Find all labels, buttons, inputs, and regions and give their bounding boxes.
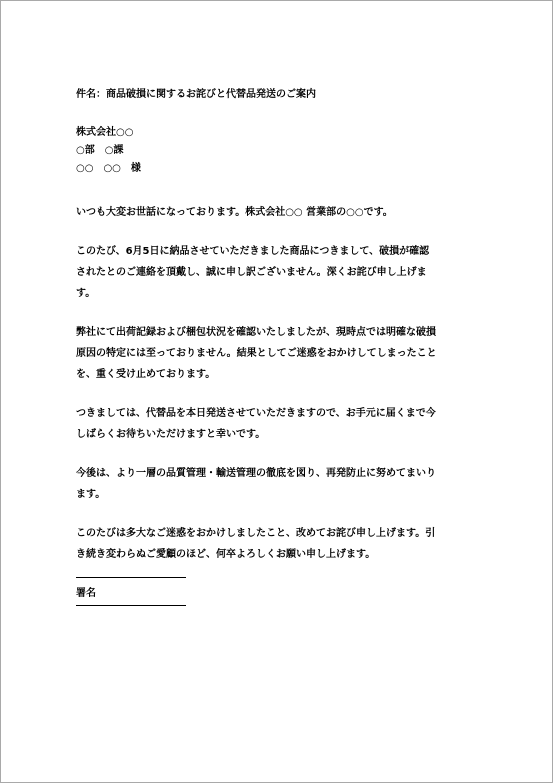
- paragraph-line: されたとのご連絡を頂戴し、誠に申し訳ございません。深くお詫び申し上げま: [76, 267, 427, 278]
- paragraph-line: しばらくお待ちいただけますと幸いです。: [76, 429, 266, 440]
- signature-rule-bottom: [76, 605, 186, 606]
- subject-line: 件名：商品破損に関するお詫びと代替品発送のご案内: [76, 89, 316, 100]
- signature-label: 署名: [76, 588, 96, 599]
- paragraph-4: [76, 403, 486, 445]
- paragraph-line: き続き変わらぬご愛顧のほど、何卒よろしくお願い申し上げます。: [76, 549, 376, 560]
- recipient-department: ○部 ○課: [76, 145, 124, 156]
- signature-block: [76, 577, 486, 606]
- paragraph-1: [76, 202, 486, 223]
- paragraph-line: 原因の特定には至っておりません。結果としてご迷惑をおかけしてしまったこと: [76, 348, 437, 359]
- paragraph-line: いつも大変お世話になっております。株式会社○○ 営業部の○○です。: [76, 207, 393, 218]
- paragraph-3: [76, 322, 486, 385]
- paragraph-line: 今後は、より一層の品質管理・輸送管理の徹底を図り、再発防止に努めてまいり: [76, 468, 436, 479]
- paragraph-line: す。: [76, 288, 96, 299]
- signature-rule-top: [76, 577, 186, 578]
- recipient-name: ○○ ○○ 様: [76, 163, 141, 174]
- recipient-company: 株式会社○○: [76, 127, 134, 138]
- paragraph-6: [76, 523, 486, 565]
- paragraph-2: [76, 241, 486, 304]
- recipient-block: [76, 124, 486, 178]
- paragraph-line: このたび、6月5日に納品させていただきました商品につきまして、破損が確認: [76, 246, 430, 257]
- paragraph-line: を、重く受け止めております。: [76, 369, 216, 380]
- letter-body: [76, 86, 486, 606]
- paragraph-line: 弊社にて出荷記録および梱包状況を確認いたしましたが、現時点では明確な破損: [76, 327, 436, 338]
- paragraph-5: [76, 463, 486, 505]
- paragraph-line: ます。: [76, 489, 106, 500]
- paragraph-line: このたびは多大なご迷惑をおかけしましたこと、改めてお詫び申し上げます。引: [76, 528, 436, 539]
- paragraph-line: つきましては、代替品を本日発送させていただきますので、お手元に届くまで今: [76, 408, 436, 419]
